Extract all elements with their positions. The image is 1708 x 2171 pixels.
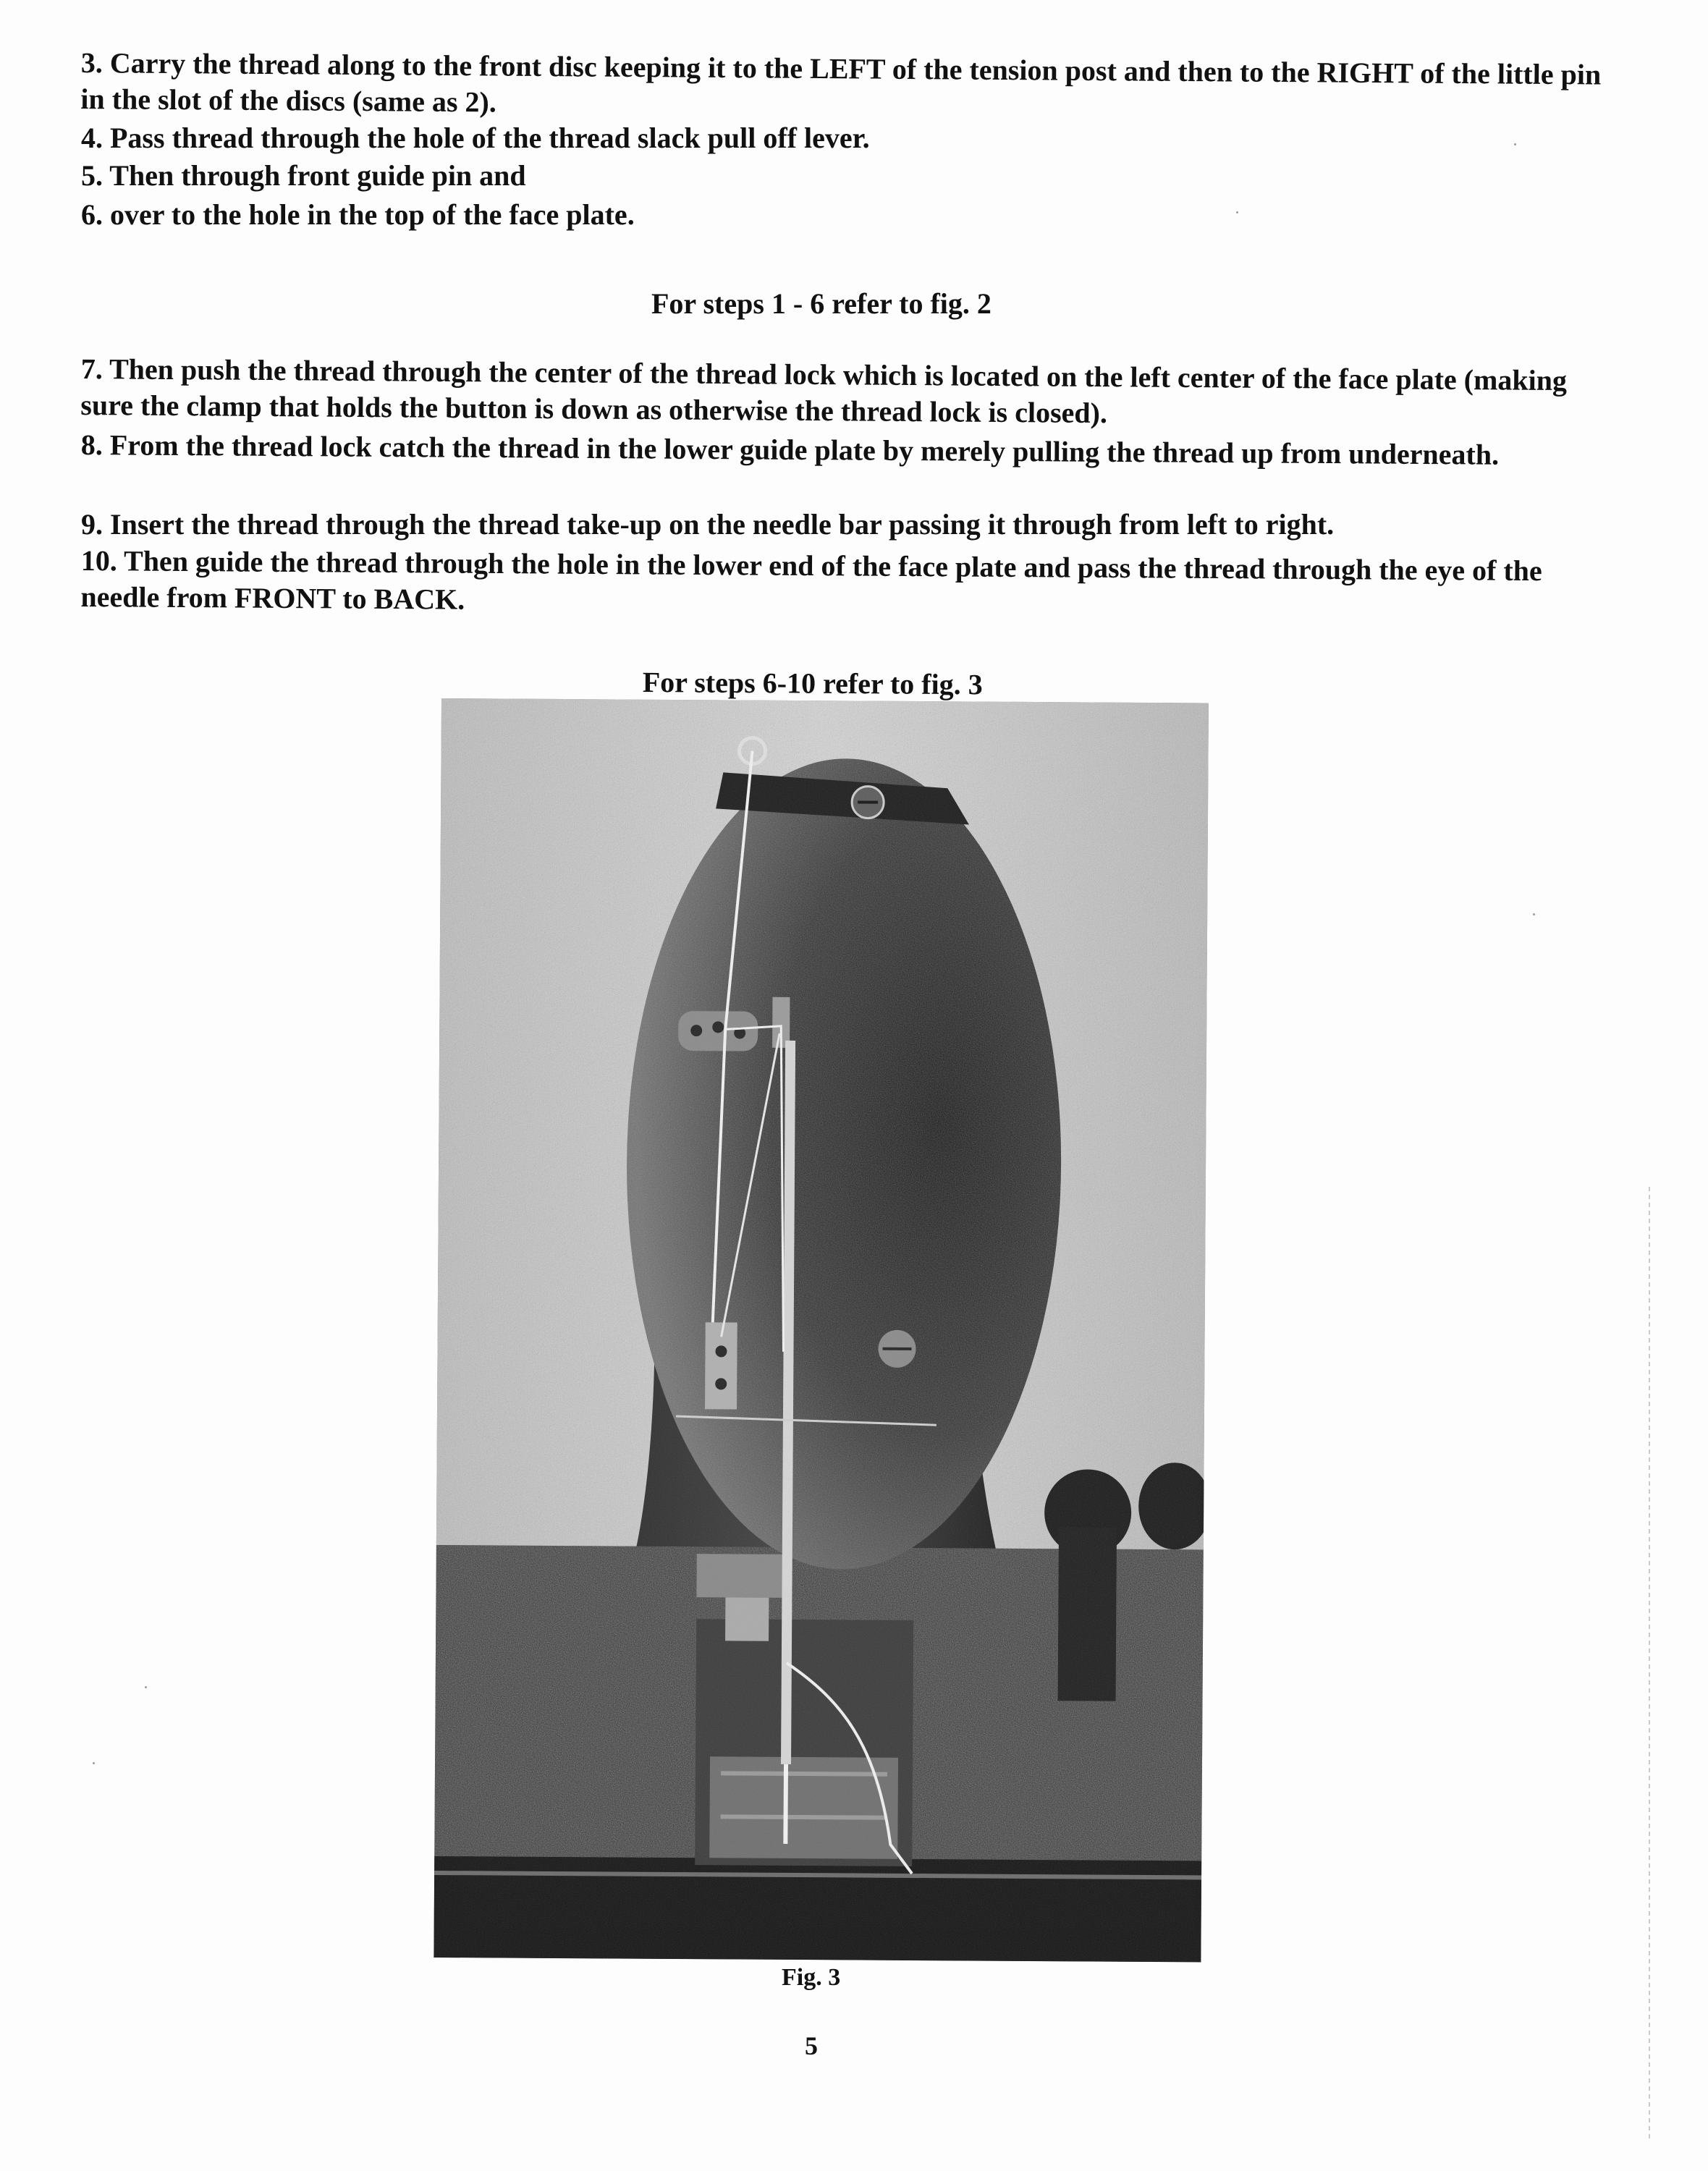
figure-label: Fig. 3 — [782, 1964, 841, 1991]
step-4-text: 4. Pass thread through the hole of the thread slack pull off lever. — [81, 122, 870, 154]
scan-speck — [145, 1686, 147, 1688]
step-8-text: 8. From the thread lock catch the thread in the lower guide plate by merely pulling the thread up from underneath. — [80, 428, 1500, 471]
step-10-text: 10. Then guide the thread through the hole in the lower end of the face plate and pass the thread through the eye of the needle from FRONT to BACK. — [80, 543, 1542, 616]
step-3-text: 3. Carry the thread along to the front disc keeping it to the LEFT of the tension post and then to the RIGHT of the little pin in the slot of the discs (same as 2). — [80, 46, 1602, 119]
step-6-text: 6. over to the hole in the top of the face plate. — [81, 198, 635, 231]
scan-speck — [93, 1762, 95, 1764]
fig-3-reference-caption: For steps 6-10 refer to fig. 3 — [642, 665, 983, 701]
scan-speck — [1514, 143, 1516, 145]
fig-2-reference-caption: For steps 1 - 6 refer to fig. 2 — [651, 287, 992, 320]
page-number: 5 — [805, 2031, 818, 2060]
scan-margin-artifact — [1649, 1187, 1650, 2142]
sewing-machine-face-plate-photo — [434, 698, 1209, 1962]
scan-speck — [1236, 211, 1238, 213]
step-7-text: 7. Then push the thread through the center of the thread lock which is located on the left center of the face plate (making sure the clamp that holds the button is down as otherwise the thread lock is closed). — [80, 352, 1568, 430]
step-9-text: 9. Insert the thread through the thread take-up on the needle bar passing it through from left to right. — [81, 508, 1335, 541]
scan-speck — [1533, 913, 1535, 915]
step-5-text: 5. Then through front guide pin and — [81, 159, 526, 192]
